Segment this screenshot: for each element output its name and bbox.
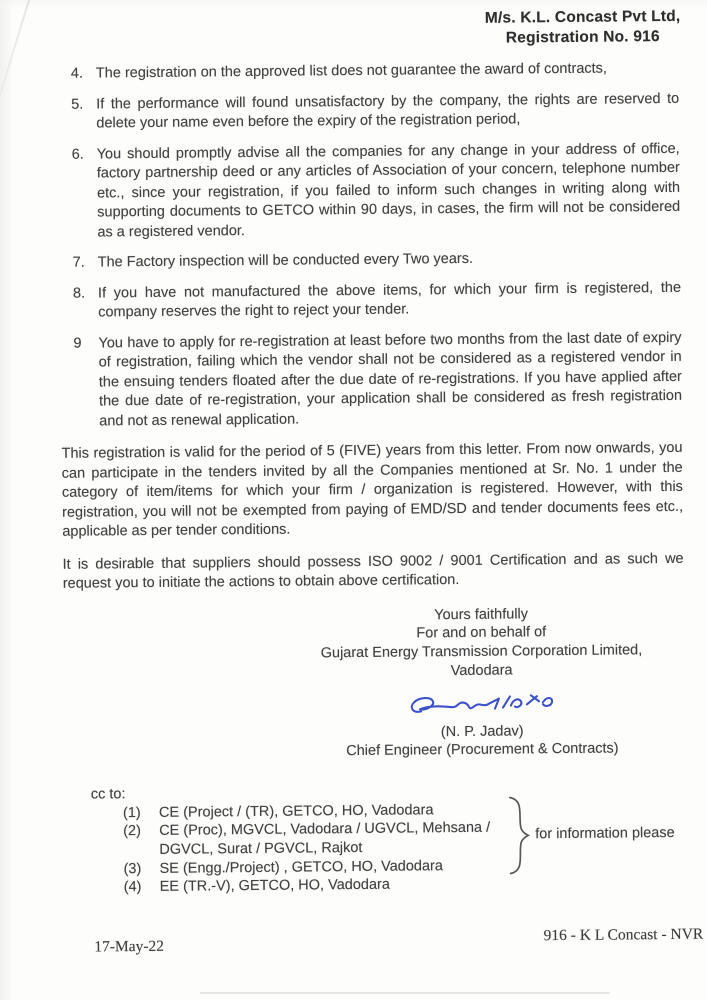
organization-name: Gujarat Energy Transmission Corporation Limited,	[320, 642, 643, 662]
cc-entry-number: (2)	[123, 823, 141, 840]
clause-number: 8.	[72, 285, 86, 302]
clause-number: 7.	[72, 254, 85, 271]
footer-reference: 916 - K L Concast - NVR	[543, 925, 704, 945]
signatory-title: Chief Engineer (Procurement & Contracts)	[346, 740, 619, 760]
clause-text: If you have not manufactured the above items, for which your firm is registered, the company reserves the right to reject your tender.	[97, 279, 682, 321]
cc-entry-number: (3)	[123, 860, 142, 877]
handwritten-signature	[292, 691, 672, 725]
clause-item-9	[60, 328, 682, 431]
clause-text: You have to apply for re-registration at least before two months from the last date of expiry of registration, failing which the vendor shall not be considered as a registered vendor in the ensuing tenders floated after the due date of re-registrations. If you have applied after the due date of re-registration, your application shall be considered as fresh registration and not as renewal application.	[98, 329, 683, 429]
cc-entry-number: (4)	[123, 879, 142, 896]
clause-item-7	[60, 248, 681, 273]
footer-date: 17-May-22	[94, 937, 165, 956]
cc-entry-text: CE (Proc), MGVCL, Vadodara / UGVCL, Mehsana / DGVCL, Surat / PGVCL, Rajkot	[159, 820, 491, 858]
clause-number: 9	[73, 335, 82, 352]
signoff-line: For and on behalf of	[416, 624, 547, 642]
organization-city: Vadodara	[450, 662, 513, 679]
iso-certification-paragraph: It is desirable that suppliers should possess ISO 9002 / 9001 Certification and as such we request you to initiate the actions to obtain above certification.	[62, 550, 684, 592]
clause-number: 4.	[70, 65, 84, 82]
signoff-block	[291, 603, 672, 761]
clause-item-4	[58, 59, 679, 84]
cc-label: cc to:	[90, 786, 126, 803]
cc-block	[65, 780, 687, 898]
clause-text: The registration on the approved list does not guarantee the award of contracts,	[95, 60, 607, 82]
cc-entry-text: SE (Engg./Project) , GETCO, HO, Vadodara	[159, 857, 443, 877]
clause-text: The Factory inspection will be conducted every Two years.	[97, 250, 474, 271]
signatory-name: (N. P. Jadav)	[440, 723, 524, 740]
cc-entry-text: EE (TR.-V), GETCO, HO, Vadodara	[159, 876, 390, 896]
cc-entry-text: CE (Project / (TR), GETCO, HO, Vadodara	[158, 802, 434, 821]
signoff-line: Yours faithfully	[434, 605, 529, 623]
cc-entry-number: (1)	[122, 804, 141, 822]
addressee-name: M/s. K.L. Concast Pvt Ltd,	[484, 7, 681, 27]
clause-item-5	[58, 89, 679, 134]
clause-text: You should promptly advise all the companies for any change in your address of office, factory partnership deed or any articles of Association of your concern, telephone number etc., since your registration, if you failed to inform such changes in writing along with supporting documents to GETCO within 90 days, in cases, the firm will not be considered as a registered vendor.	[96, 140, 681, 240]
clause-number: 6.	[71, 146, 84, 163]
cc-note: for information please	[535, 825, 675, 843]
registration-number: Registration No. 916	[505, 28, 660, 47]
clause-number: 5.	[71, 96, 84, 113]
clause-text: If the performance will found unsatisfactory by the company, the rights are reserved to delete your name even before the expiry of the registration period,	[96, 90, 680, 132]
clause-item-6	[59, 139, 681, 242]
signature-ink-icon	[407, 692, 557, 721]
brace-icon	[507, 796, 532, 882]
letter-header	[485, 7, 681, 49]
clause-item-8	[60, 278, 681, 323]
validity-paragraph: This registration is valid for the period of 5 (FIVE) years from this letter. From now onwards, you can participate in the tenders invited by all the Companies mentioned at Sr. No. 1 under the category of item/items for which your firm / organization is registered. However, with this registration, you will not be exempted from paying of EMD/SD and tender documents fees etc., applicable as per tender conditions.	[61, 439, 684, 540]
letter-body	[58, 59, 687, 898]
